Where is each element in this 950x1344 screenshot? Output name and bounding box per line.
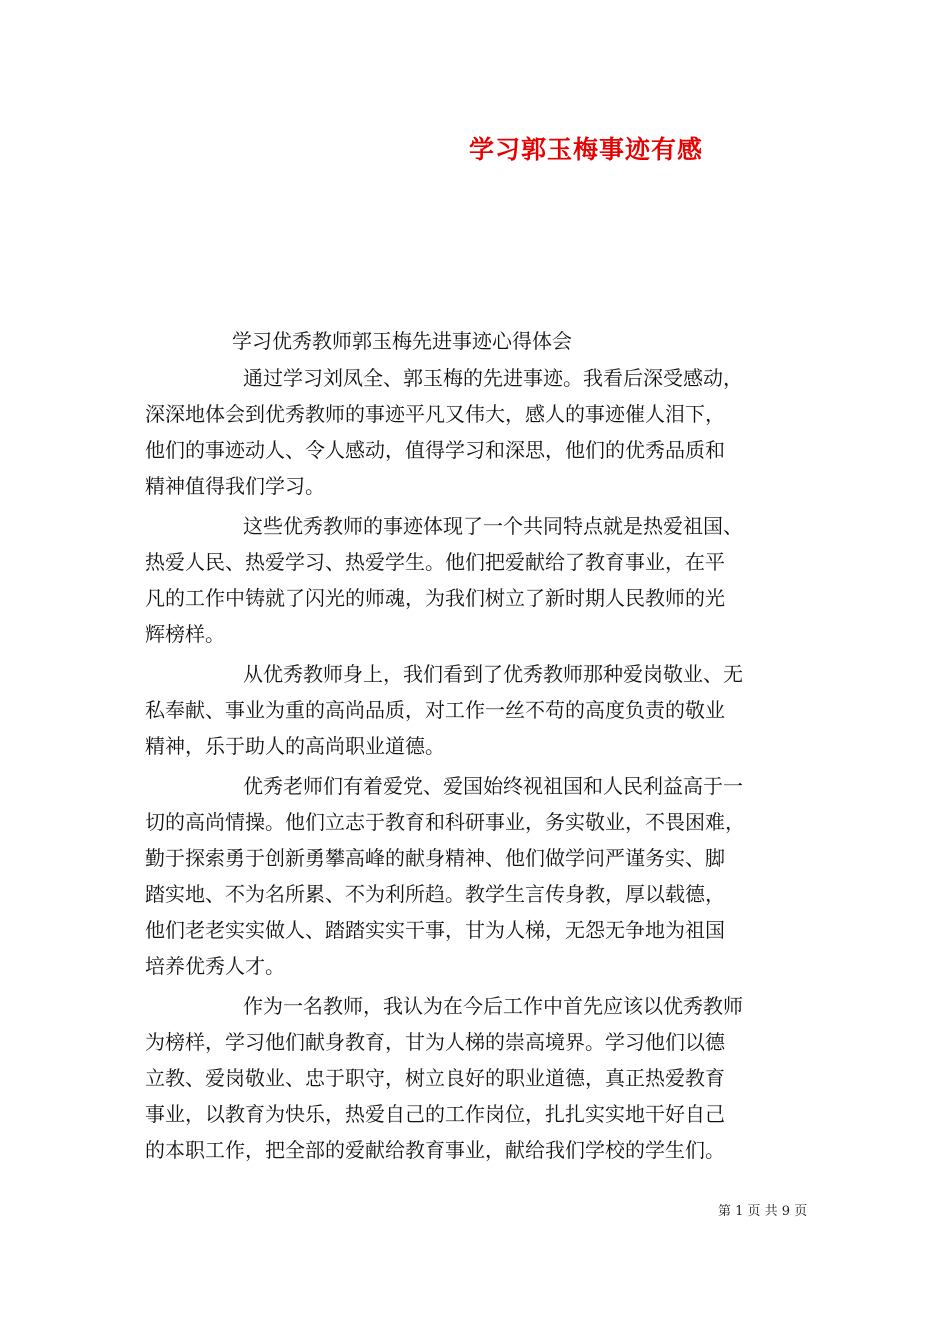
paragraph-line: 辉榜样。: [145, 622, 225, 646]
paragraph-line: 作为一名教师，我认为在今后工作中首先应该以优秀教师: [243, 994, 743, 1018]
page-number: 第 1 页 共 9 页: [718, 1204, 808, 1219]
document-title: 学习郭玉梅事迹有感: [469, 135, 704, 164]
paragraph-line: 私奉献、事业为重的高尚品质，对工作一丝不苟的高度负责的敬业: [145, 698, 725, 722]
paragraph-line: 勤于探索勇于创新勇攀高峰的献身精神、他们做学问严谨务实、脚: [145, 846, 725, 870]
paragraph-line: 踏实地、不为名所累、不为利所趋。教学生言传身教，厚以载德，: [145, 882, 725, 906]
paragraph-line: 这些优秀教师的事迹体现了一个共同特点就是热爱祖国、: [243, 514, 743, 538]
document-subtitle: 学习优秀教师郭玉梅先进事迹心得体会: [232, 329, 572, 353]
paragraph-line: 通过学习刘凤全、郭玉梅的先进事迹。我看后深受感动，: [243, 366, 743, 390]
paragraph-line: 切的高尚情操。他们立志于教育和科研事业，务实敬业，不畏困难，: [145, 810, 745, 834]
paragraph-line: 他们老老实实做人、踏踏实实干事，甘为人梯，无怨无争地为祖国: [145, 918, 725, 942]
paragraph-line: 优秀老师们有着爱党、爱国始终视祖国和人民利益高于一: [243, 774, 743, 798]
paragraph-line: 热爱人民、热爱学习、热爱学生。他们把爱献给了教育事业，在平: [145, 550, 725, 574]
paragraph-line: 事业，以教育为快乐，热爱自己的工作岗位，扎扎实实地干好自己: [145, 1102, 725, 1126]
paragraph-line: 从优秀教师身上，我们看到了优秀教师那种爱岗敬业、无: [243, 662, 743, 686]
paragraph-line: 的本职工作，把全部的爱献给教育事业，献给我们学校的学生们。: [145, 1138, 725, 1162]
paragraph-line: 精神值得我们学习。: [145, 474, 325, 498]
paragraph-line: 深深地体会到优秀教师的事迹平凡又伟大，感人的事迹催人泪下，: [145, 402, 725, 426]
paragraph-line: 凡的工作中铸就了闪光的师魂，为我们树立了新时期人民教师的光: [145, 586, 725, 610]
paragraph-line: 他们的事迹动人、令人感动，值得学习和深思，他们的优秀品质和: [145, 438, 725, 462]
paragraph-line: 为榜样，学习他们献身教育，甘为人梯的崇高境界。学习他们以德: [145, 1030, 725, 1054]
paragraph-line: 立教、爱岗敬业、忠于职守，树立良好的职业道德，真正热爱教育: [145, 1066, 725, 1090]
paragraph-line: 精神，乐于助人的高尚职业道德。: [145, 734, 445, 758]
paragraph-line: 培养优秀人才。: [145, 954, 285, 978]
